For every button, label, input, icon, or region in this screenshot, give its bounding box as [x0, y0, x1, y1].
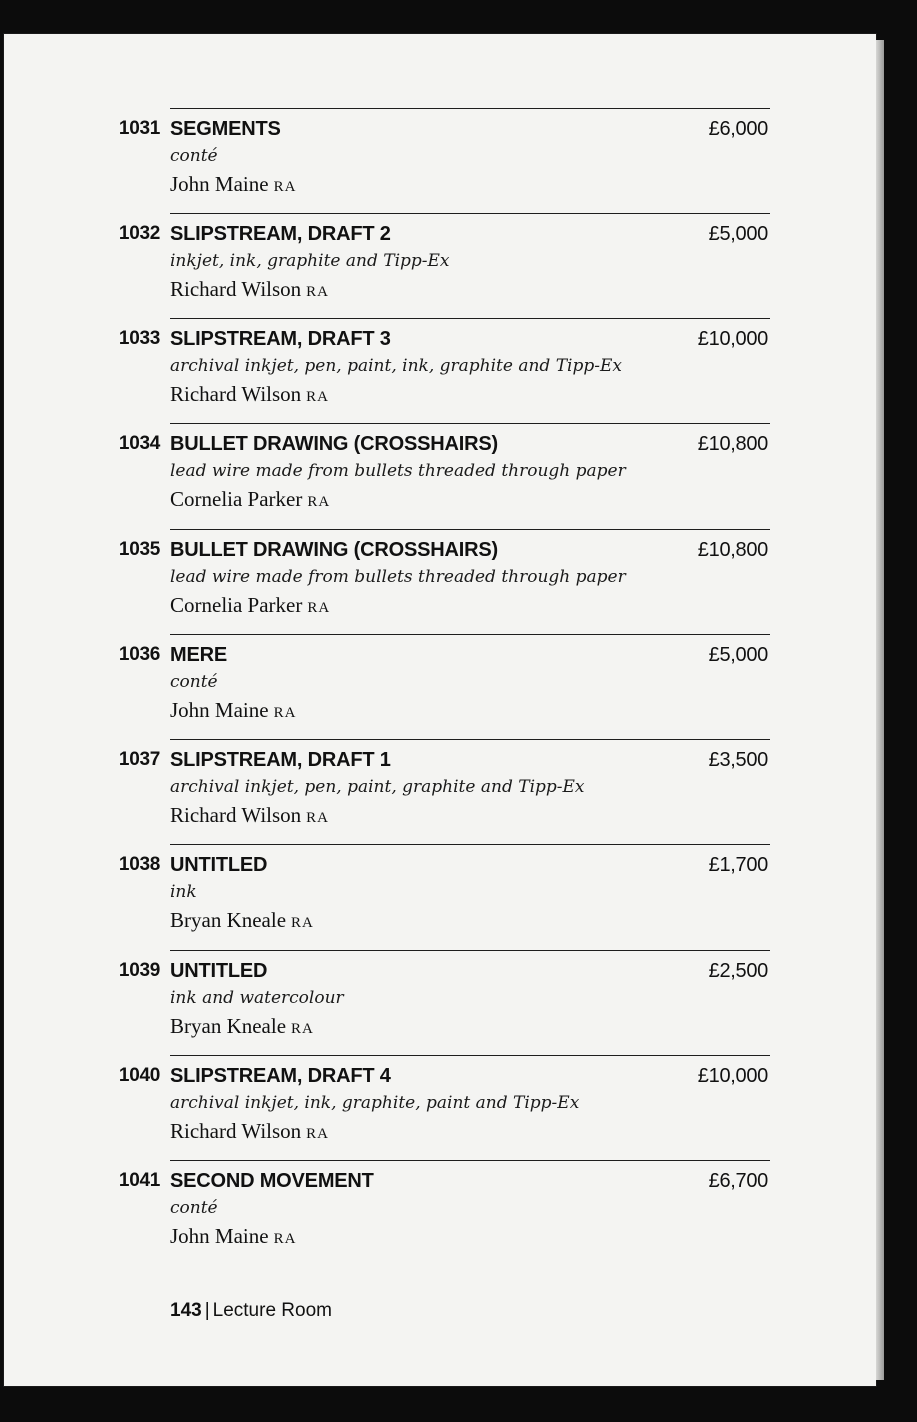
artwork-price: £6,700 [708, 1170, 768, 1192]
artist-suffix: RA [273, 705, 297, 721]
artwork-price: £5,000 [708, 644, 768, 666]
artwork-title: MERE [170, 644, 227, 666]
artist-name: Cornelia Parker [170, 487, 303, 511]
artist-line [170, 698, 296, 723]
artist-line [170, 487, 330, 512]
artwork-price: £1,700 [708, 854, 768, 876]
lot-number: 1041 [118, 1170, 160, 1191]
entry-divider [170, 213, 770, 214]
artwork-medium: lead wire made from bullets threaded through paper [170, 567, 626, 587]
page-footer [170, 1300, 332, 1322]
artist-line [170, 1224, 296, 1249]
artist-line [170, 1014, 314, 1039]
lot-number: 1036 [118, 644, 160, 665]
artwork-medium: archival inkjet, ink, graphite, paint and Tipp-Ex [170, 1093, 580, 1113]
lot-number: 1038 [118, 854, 160, 875]
artist-name: John Maine [170, 172, 269, 196]
catalogue-entry [4, 1055, 876, 1160]
artwork-title: BULLET DRAWING (CROSSHAIRS) [170, 539, 498, 561]
artwork-title: UNTITLED [170, 960, 268, 982]
artwork-title: UNTITLED [170, 854, 268, 876]
entry-divider [170, 950, 770, 951]
artwork-price: £2,500 [708, 960, 768, 982]
artwork-medium: archival inkjet, pen, paint, graphite and Tipp-Ex [170, 777, 585, 797]
artist-name: John Maine [170, 1224, 269, 1248]
artist-name: Richard Wilson [170, 277, 302, 301]
artwork-medium: ink [170, 882, 197, 902]
section-name: Lecture Room [212, 1300, 332, 1321]
entry-divider [170, 529, 770, 530]
catalogue-entry [4, 844, 876, 949]
catalogue-entry [4, 423, 876, 528]
lot-number: 1031 [118, 118, 160, 139]
artwork-title: SEGMENTS [170, 118, 281, 140]
artwork-price: £3,500 [708, 749, 768, 771]
entry-divider [170, 423, 770, 424]
catalogue-page [4, 34, 876, 1386]
catalogue-entry [4, 950, 876, 1055]
artist-line [170, 277, 329, 302]
artwork-title: SECOND MOVEMENT [170, 1170, 374, 1192]
artwork-title: SLIPSTREAM, DRAFT 1 [170, 749, 391, 771]
artwork-price: £10,800 [697, 539, 768, 561]
artwork-medium: ink and watercolour [170, 988, 344, 1008]
artwork-medium: conté [170, 146, 218, 166]
catalogue-entry [4, 318, 876, 423]
entry-divider [170, 318, 770, 319]
artist-suffix: RA [273, 1231, 297, 1247]
catalogue-entry [4, 634, 876, 739]
artwork-title: SLIPSTREAM, DRAFT 2 [170, 223, 391, 245]
artwork-medium: conté [170, 1198, 218, 1218]
artist-suffix: RA [307, 600, 331, 616]
artist-line [170, 803, 329, 828]
artist-name: Cornelia Parker [170, 593, 303, 617]
lot-number: 1032 [118, 223, 160, 244]
artist-name: Richard Wilson [170, 382, 302, 406]
catalogue-entry [4, 739, 876, 844]
artist-suffix: RA [307, 494, 331, 510]
entry-divider [170, 634, 770, 635]
lot-number: 1037 [118, 749, 160, 770]
artwork-price: £10,800 [697, 433, 768, 455]
artwork-price: £10,000 [697, 328, 768, 350]
artist-line [170, 908, 314, 933]
page-edge [876, 40, 884, 1380]
artwork-price: £5,000 [708, 223, 768, 245]
artist-suffix: RA [306, 1126, 330, 1142]
entry-divider [170, 108, 770, 109]
artist-name: Richard Wilson [170, 1119, 302, 1143]
artwork-price: £10,000 [697, 1065, 768, 1087]
entry-divider [170, 844, 770, 845]
lot-number: 1035 [118, 539, 160, 560]
lot-number: 1040 [118, 1065, 160, 1086]
lot-number: 1033 [118, 328, 160, 349]
artist-suffix: RA [306, 810, 330, 826]
artist-name: Bryan Kneale [170, 908, 287, 932]
entry-divider [170, 1160, 770, 1161]
artist-line [170, 593, 330, 618]
page-number: 143 [170, 1300, 202, 1321]
artwork-medium: lead wire made from bullets threaded through paper [170, 461, 626, 481]
entry-divider [170, 739, 770, 740]
artwork-medium: conté [170, 672, 218, 692]
artist-name: Bryan Kneale [170, 1014, 287, 1038]
lot-number: 1034 [118, 433, 160, 454]
artist-suffix: RA [291, 915, 314, 931]
artwork-title: SLIPSTREAM, DRAFT 3 [170, 328, 391, 350]
catalogue-entry [4, 213, 876, 318]
artist-line [170, 382, 329, 407]
artist-line [170, 172, 296, 197]
footer-separator: | [204, 1300, 210, 1321]
artwork-medium: inkjet, ink, graphite and Tipp-Ex [170, 251, 450, 271]
artist-suffix: RA [291, 1021, 314, 1037]
entry-divider [170, 1055, 770, 1056]
lot-number: 1039 [118, 960, 160, 981]
catalogue-entry [4, 1160, 876, 1265]
artwork-title: SLIPSTREAM, DRAFT 4 [170, 1065, 391, 1087]
artwork-title: BULLET DRAWING (CROSSHAIRS) [170, 433, 498, 455]
artwork-medium: archival inkjet, pen, paint, ink, graphite and Tipp-Ex [170, 356, 623, 376]
catalogue-entry [4, 108, 876, 213]
catalogue-entry [4, 529, 876, 634]
artist-suffix: RA [273, 179, 297, 195]
artist-name: Richard Wilson [170, 803, 302, 827]
artist-name: John Maine [170, 698, 269, 722]
artist-suffix: RA [306, 389, 330, 405]
artist-suffix: RA [306, 284, 330, 300]
artist-line [170, 1119, 329, 1144]
artwork-price: £6,000 [708, 118, 768, 140]
